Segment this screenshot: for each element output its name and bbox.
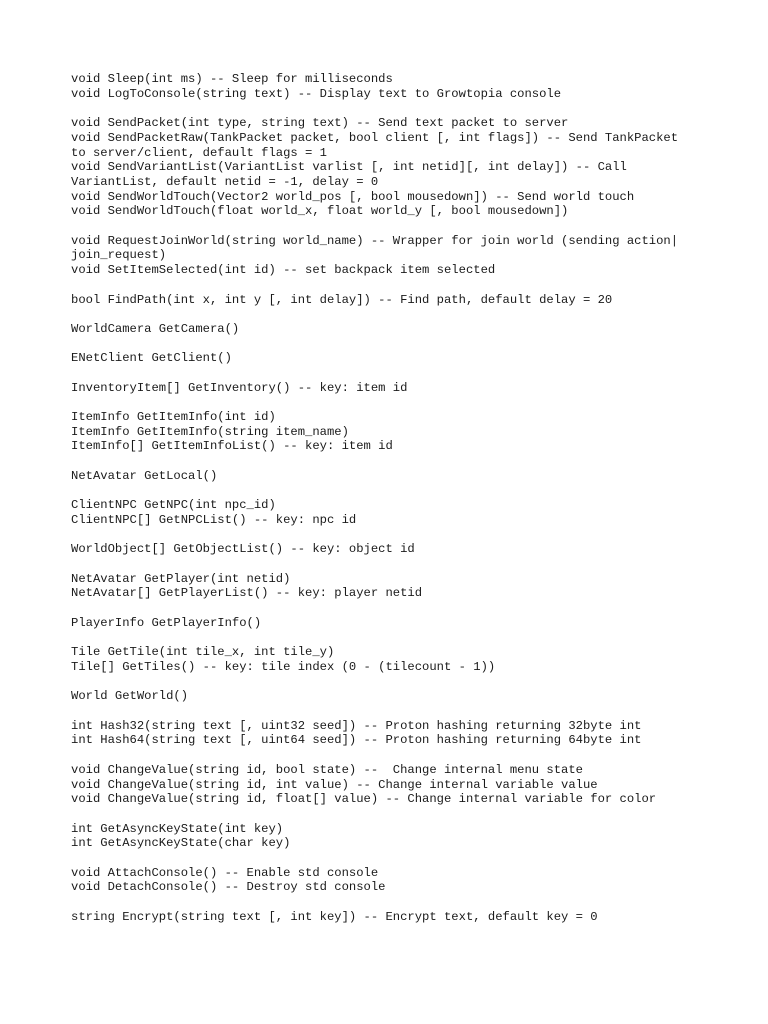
api-section [71,381,711,396]
code-line: WorldObject[] GetObjectList() -- key: object id [71,542,415,557]
api-section [71,293,711,308]
api-section [71,822,711,851]
code-line: void ChangeValue(string id, float[] value) -- Change internal variable for color [71,792,657,807]
code-line: void LogToConsole(string text) -- Display text to Growtopia console [71,86,562,101]
api-section [71,351,711,366]
code-line: ItemInfo[] GetItemInfoList() -- key: item id [71,439,393,454]
code-line: InventoryItem[] GetInventory() -- key: item id [71,380,408,395]
api-section [71,498,711,527]
code-line: join_request) [71,248,167,263]
code-line: ClientNPC GetNPC(int npc_id) [71,498,276,513]
code-line: int GetAsyncKeyState(char key) [71,836,291,851]
api-section [71,322,711,337]
api-section [71,719,711,748]
code-line: string Encrypt(string text [, int key]) -- Encrypt text, default key = 0 [71,909,598,924]
code-line: void SendPacketRaw(TankPacket packet, bool client [, int flags]) -- Send TankPacket [71,130,679,145]
code-line: ENetClient GetClient() [71,351,232,366]
api-section [71,234,711,278]
api-section [71,116,711,219]
code-line: bool FindPath(int x, int y [, int delay]) -- Find path, default delay = 20 [71,292,613,307]
api-section [71,542,711,557]
api-section [71,72,711,101]
code-line: void SendWorldTouch(float world_x, float world_y [, bool mousedown]) [71,204,569,219]
code-line: NetAvatar[] GetPlayerList() -- key: player netid [71,586,423,601]
code-line: PlayerInfo GetPlayerInfo() [71,615,262,630]
code-line: WorldCamera GetCamera() [71,321,240,336]
api-section [71,763,711,807]
api-section [71,469,711,484]
code-line: int GetAsyncKeyState(int key) [71,821,284,836]
code-line: to server/client, default flags = 1 [71,145,327,160]
code-line: ItemInfo GetItemInfo(int id) [71,410,276,425]
code-line: void SendPacket(int type, string text) -- Send text packet to server [71,116,569,131]
code-line: NetAvatar GetPlayer(int netid) [71,571,291,586]
code-line: int Hash64(string text [, uint64 seed]) -- Proton hashing returning 64byte int [71,733,642,748]
api-section [71,910,711,925]
code-line: void SetItemSelected(int id) -- set backpack item selected [71,263,496,278]
api-section [71,866,711,895]
code-line: void RequestJoinWorld(string world_name) -- Wrapper for join world (sending action| [71,233,679,248]
code-line: ClientNPC[] GetNPCList() -- key: npc id [71,512,357,527]
api-section [71,645,711,674]
code-line: Tile GetTile(int tile_x, int tile_y) [71,645,335,660]
code-line: void ChangeValue(string id, bool state) -- Change internal menu state [71,762,583,777]
code-line: ItemInfo GetItemInfo(string item_name) [71,424,349,439]
api-section [71,410,711,454]
code-line: int Hash32(string text [, uint32 seed]) -- Proton hashing returning 32byte int [71,718,642,733]
api-reference-document [71,72,711,939]
api-section [71,689,711,704]
code-line: void ChangeValue(string id, int value) -- Change internal variable value [71,777,598,792]
code-line: void DetachConsole() -- Destroy std console [71,880,386,895]
code-line: void AttachConsole() -- Enable std console [71,865,379,880]
code-line: VariantList, default netid = -1, delay = 0 [71,174,379,189]
code-line: World GetWorld() [71,689,189,704]
code-line: Tile[] GetTiles() -- key: tile index (0 - (tilecount - 1)) [71,659,496,674]
api-section [71,616,711,631]
code-line: void SendVariantList(VariantList varlist [, int netid][, int delay]) -- Call [71,160,627,175]
code-line: void Sleep(int ms) -- Sleep for milliseconds [71,72,393,86]
api-section [71,572,711,601]
code-line: NetAvatar GetLocal() [71,468,218,483]
code-line: void SendWorldTouch(Vector2 world_pos [, bool mousedown]) -- Send world touch [71,189,635,204]
